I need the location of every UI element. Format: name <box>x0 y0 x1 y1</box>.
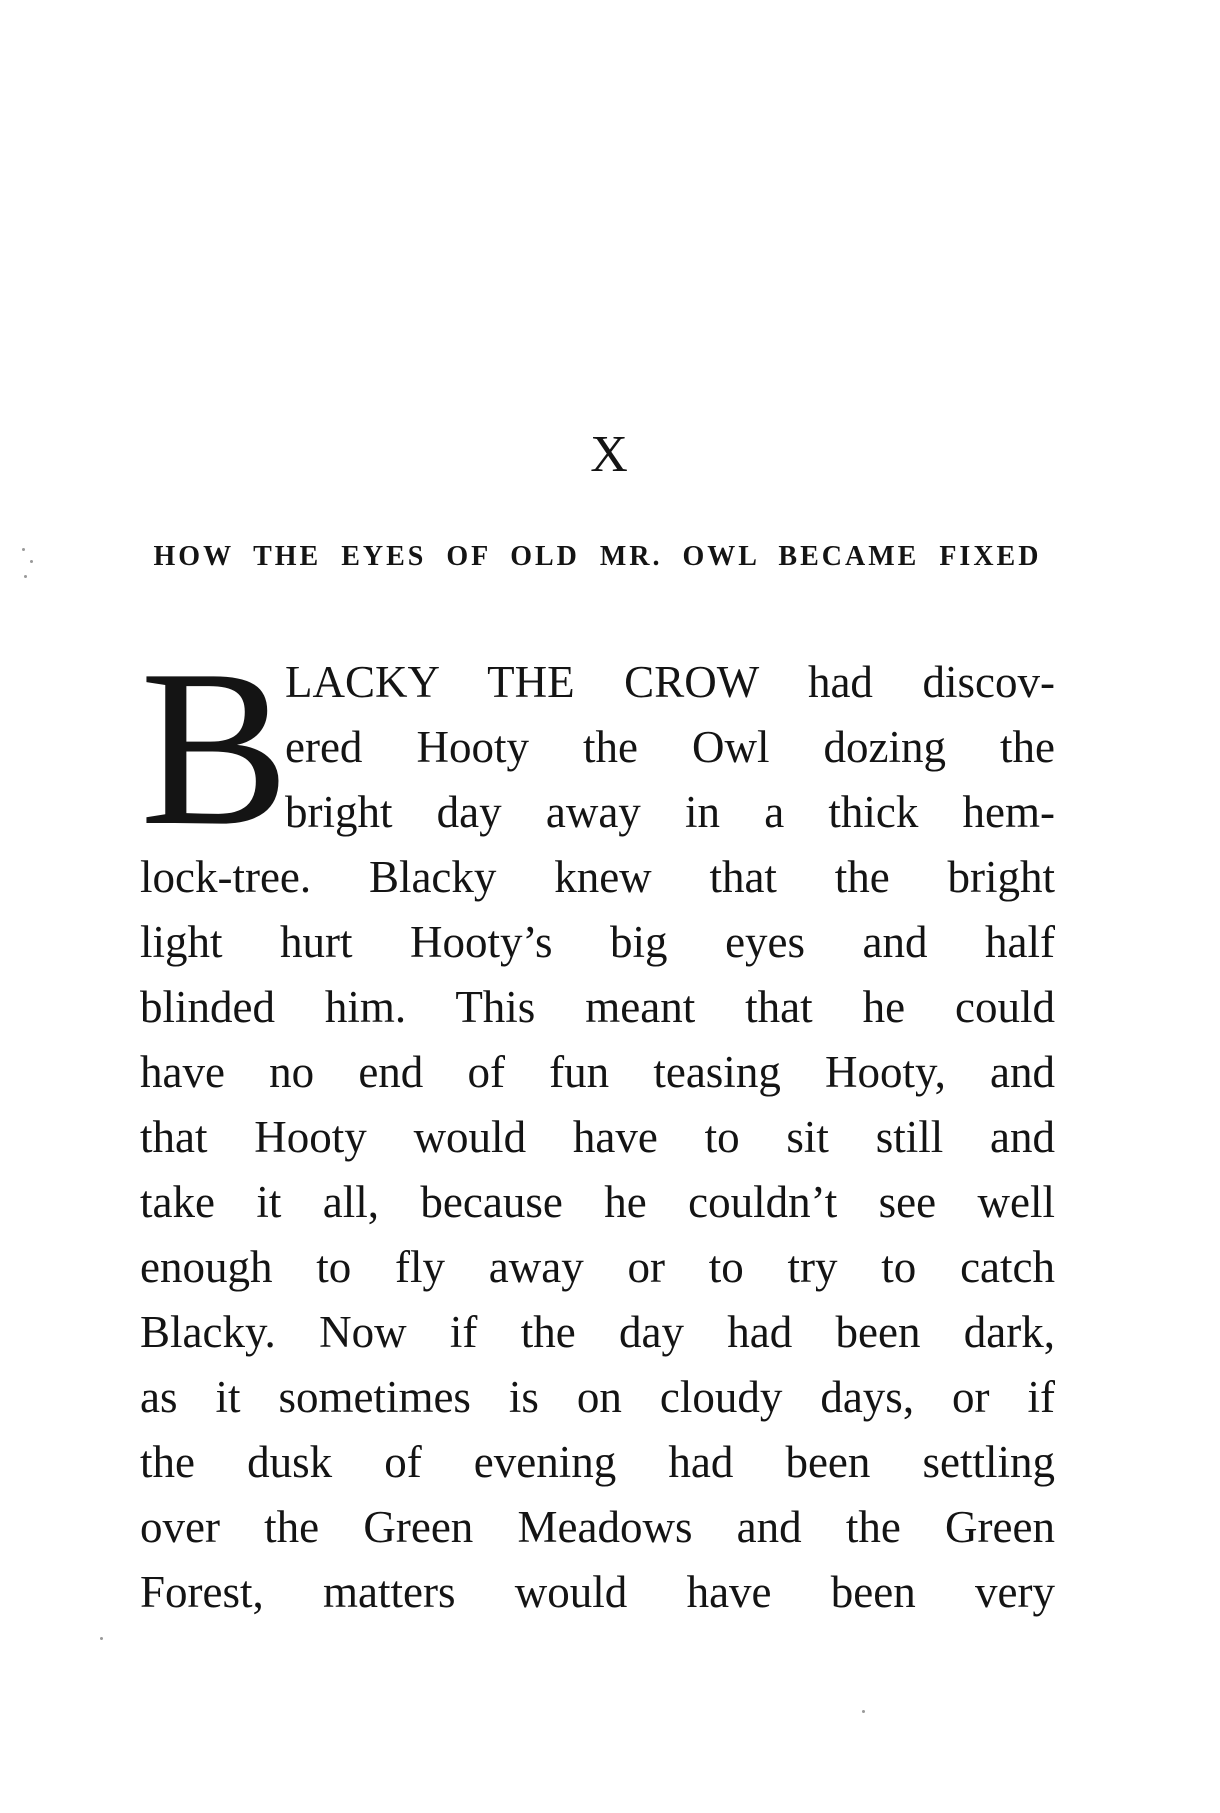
scan-speck <box>30 560 33 563</box>
scan-speck <box>862 1710 865 1713</box>
body-line: take it all, because he couldn’t see well <box>140 1177 1055 1227</box>
body-line: blinded him. This meant that he could <box>140 982 1055 1032</box>
chapter-title: HOW THE EYES OF OLD MR. OWL BECAME FIXED <box>153 541 1042 572</box>
body-line: ered Hooty the Owl dozing the <box>285 722 1055 772</box>
chapter-number: X <box>590 426 630 483</box>
drop-cap: B <box>140 624 290 872</box>
body-line: enough to fly away or to try to catch <box>140 1242 1055 1292</box>
scan-speck <box>24 575 27 578</box>
body-line: Forest, matters would have been very <box>140 1567 1055 1617</box>
body-line: lock-tree. Blacky knew that the bright <box>140 852 1055 902</box>
body-line: as it sometimes is on cloudy days, or if <box>140 1372 1055 1422</box>
body-line: Blacky. Now if the day had been dark, <box>140 1307 1055 1357</box>
body-line: that Hooty would have to sit still and <box>140 1112 1055 1162</box>
scan-speck <box>100 1637 103 1640</box>
body-line: the dusk of evening had been settling <box>140 1437 1055 1487</box>
body-line: LACKY THE CROW had discov- <box>285 657 1055 707</box>
body-line: have no end of fun teasing Hooty, and <box>140 1047 1055 1097</box>
body-line: over the Green Meadows and the Green <box>140 1502 1055 1552</box>
body-line: light hurt Hooty’s big eyes and half <box>140 917 1055 967</box>
scan-speck <box>22 548 25 551</box>
body-line: bright day away in a thick hem- <box>285 787 1055 837</box>
